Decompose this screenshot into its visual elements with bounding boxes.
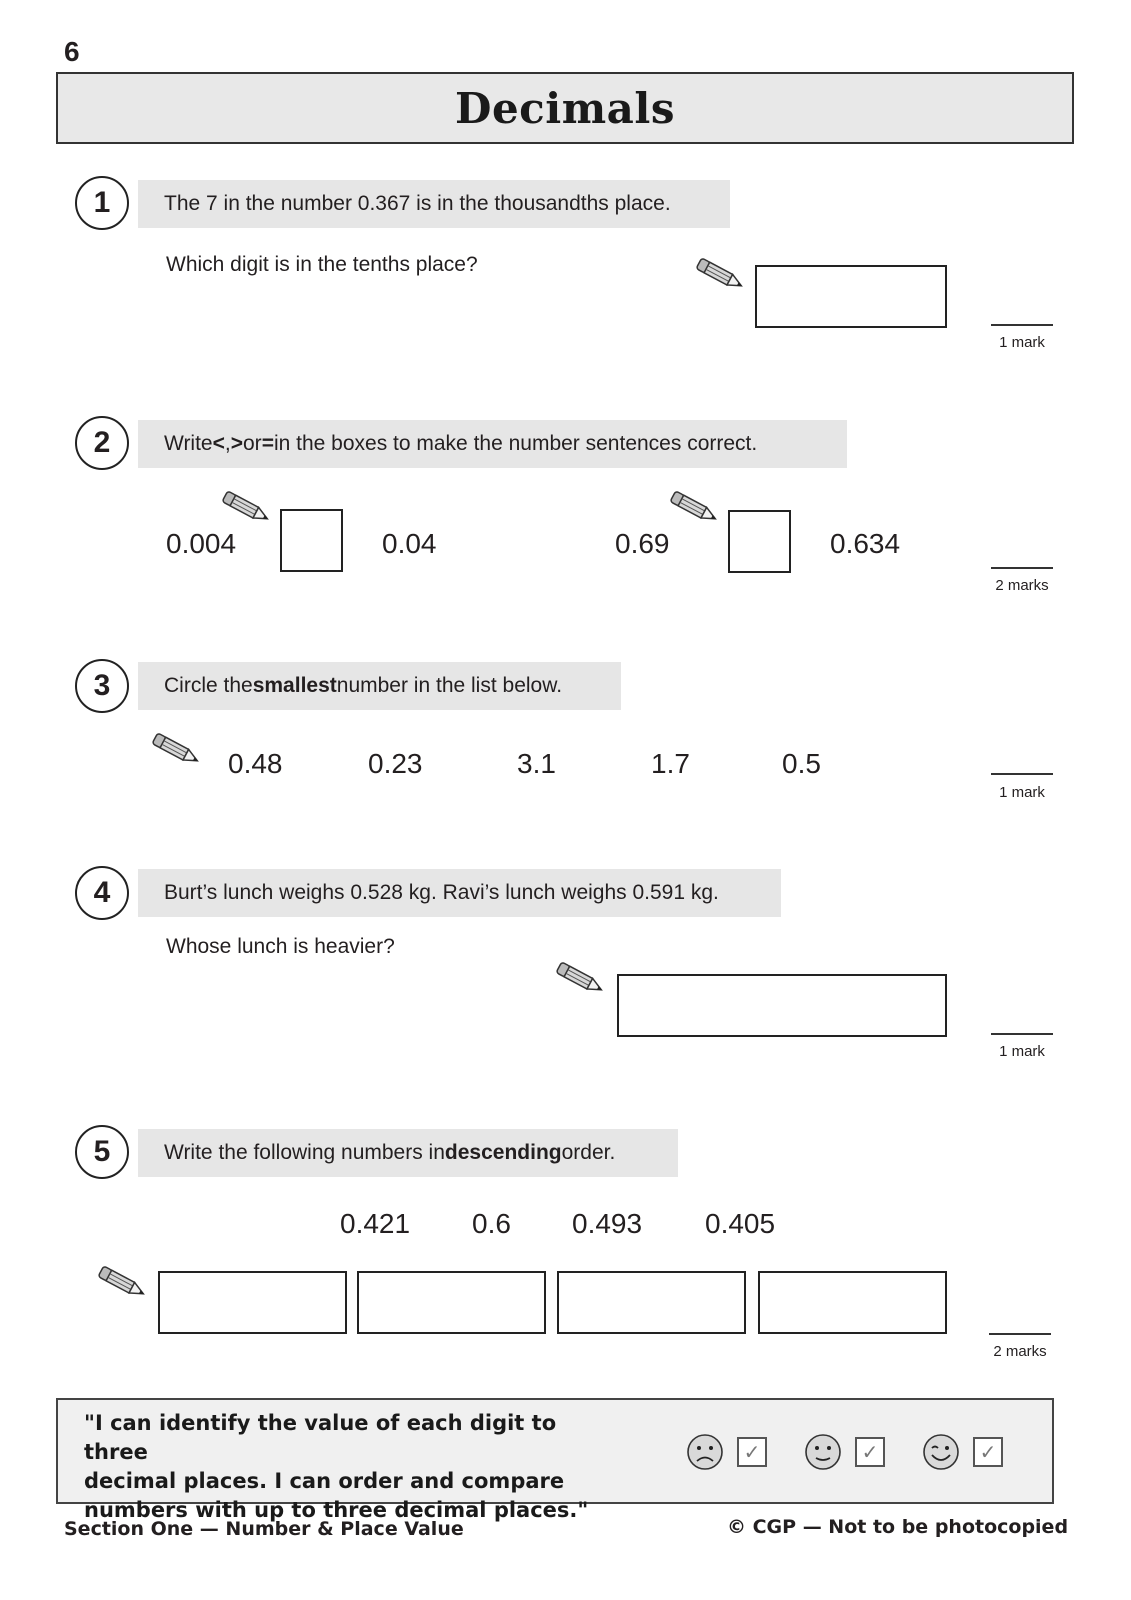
footer-section-title: Section One — Number & Place Value xyxy=(64,1518,464,1540)
marks-q2: 2 marks xyxy=(995,577,1049,594)
order-box-4[interactable] xyxy=(758,1271,947,1334)
q2-right-value-1: 0.04 xyxy=(382,528,437,559)
comparison-box-2[interactable] xyxy=(728,510,791,573)
comparison-box-1[interactable] xyxy=(280,509,343,572)
question-1-sub: Which digit is in the tenths place? xyxy=(166,253,478,276)
footer-copyright: © CGP — Not to be photocopied xyxy=(727,1516,1069,1538)
option-number[interactable]: 1.7 xyxy=(651,748,690,779)
number-to-order: 0.493 xyxy=(572,1208,643,1239)
mark-line xyxy=(991,773,1053,775)
pencil-icon xyxy=(94,1266,152,1300)
prompt-text: in the boxes to make the number sentences correct. xyxy=(273,432,758,455)
question-number-4: 4 xyxy=(75,866,129,920)
marks-q5: 2 marks xyxy=(993,1343,1047,1360)
mark-line xyxy=(991,1033,1053,1035)
question-number-2: 2 xyxy=(75,416,129,470)
question-2-prompt xyxy=(138,420,847,468)
option-number[interactable]: 3.1 xyxy=(517,748,556,779)
question-number-3: 3 xyxy=(75,659,129,713)
prompt-text: Circle the xyxy=(164,674,253,697)
pencil-icon xyxy=(692,258,750,292)
order-box-2[interactable] xyxy=(357,1271,546,1334)
question-4-prompt: Burt’s lunch weighs 0.528 kg. Ravi’s lunch weighs 0.591 kg. xyxy=(138,869,781,917)
option-number[interactable]: 0.23 xyxy=(368,748,423,779)
question-3-prompt xyxy=(138,662,621,710)
tick-box-neutral[interactable]: ✓ xyxy=(855,1437,885,1467)
option-number[interactable]: 0.48 xyxy=(228,748,283,779)
q2-left-value-2: 0.69 xyxy=(615,528,670,559)
happy-face-icon xyxy=(922,1433,960,1471)
mark-line xyxy=(989,1333,1051,1335)
tick-box-happy[interactable]: ✓ xyxy=(973,1437,1003,1467)
prompt-text: order. xyxy=(561,1141,616,1164)
q2-left-value-1: 0.004 xyxy=(166,528,237,559)
option-number[interactable]: 0.5 xyxy=(782,748,821,779)
pencil-icon xyxy=(148,733,206,767)
q2-right-value-2: 0.634 xyxy=(830,528,901,559)
equals-symbol: = xyxy=(261,432,274,455)
answer-box-q4[interactable] xyxy=(617,974,947,1037)
pencil-icon xyxy=(666,491,724,525)
sad-face-icon xyxy=(686,1433,724,1471)
question-number-5: 5 xyxy=(75,1125,129,1179)
prompt-text: , xyxy=(224,432,231,455)
mark-line xyxy=(991,567,1053,569)
prompt-text: Write the following numbers in xyxy=(164,1141,445,1164)
prompt-text: or xyxy=(243,432,262,455)
less-than-symbol: < xyxy=(212,432,225,455)
answer-box-q1[interactable] xyxy=(755,265,947,328)
question-1-prompt: The 7 in the number 0.367 is in the thousandths place. xyxy=(138,180,730,228)
statement-line: decimal places. I can order and compare xyxy=(84,1469,565,1493)
tick-box-sad[interactable]: ✓ xyxy=(737,1437,767,1467)
number-to-order: 0.421 xyxy=(340,1208,411,1239)
greater-than-symbol: > xyxy=(230,432,243,455)
statement-line: numbers with up to three decimal places." xyxy=(84,1498,589,1522)
question-4-sub: Whose lunch is heavier? xyxy=(166,935,395,958)
title-bar xyxy=(56,72,1074,144)
page-number: 6 xyxy=(64,36,80,67)
order-box-3[interactable] xyxy=(557,1271,746,1334)
prompt-text: number in the list below. xyxy=(336,674,563,697)
marks-q4: 1 mark xyxy=(999,1043,1045,1060)
marks-q1: 1 mark xyxy=(999,334,1045,351)
question-5-prompt xyxy=(138,1129,678,1177)
prompt-text: Write xyxy=(164,432,213,455)
neutral-face-icon xyxy=(804,1433,842,1471)
number-to-order: 0.405 xyxy=(705,1208,776,1239)
pencil-icon xyxy=(552,962,610,996)
prompt-emphasis: smallest xyxy=(252,674,337,697)
order-box-1[interactable] xyxy=(158,1271,347,1334)
marks-q3: 1 mark xyxy=(999,784,1045,801)
page-title: Decimals xyxy=(455,83,675,133)
number-to-order: 0.6 xyxy=(472,1208,511,1239)
question-number-1: 1 xyxy=(75,176,129,230)
statement-line: "I can identify the value of each digit to three xyxy=(84,1411,557,1464)
pencil-icon xyxy=(218,491,276,525)
mark-line xyxy=(991,324,1053,326)
prompt-emphasis: descending xyxy=(444,1141,562,1164)
self-assessment-statement xyxy=(84,1409,604,1525)
